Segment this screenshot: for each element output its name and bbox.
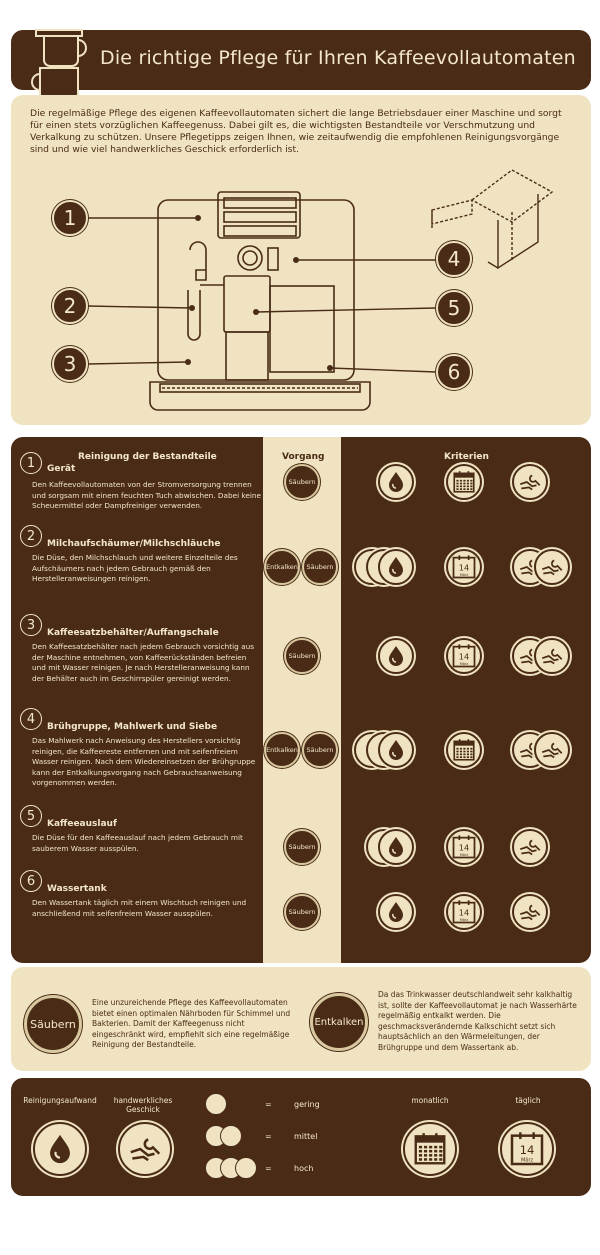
key-aufwand-label: Reinigungsaufwand bbox=[23, 1096, 97, 1105]
aufwand-icon bbox=[378, 732, 414, 768]
row-title: Milchaufschäumer/Milchschläuche bbox=[47, 539, 221, 549]
svg-text:März: März bbox=[459, 661, 469, 666]
row-description: Den Kaffeesatzbehälter nach jedem Gebrauch vorsichtig aus der Maschine entnehmen, von Kaffeerückständen befreien und mit Wasser reinigen. Je nach Herstelleranweisung kann der Behälter auch im Geschirrspüler gereinigt werden. bbox=[32, 642, 254, 683]
wrench-hand-icon bbox=[517, 834, 543, 860]
key-aufwand-icon bbox=[33, 1122, 87, 1176]
callout-1: 1 bbox=[52, 200, 88, 236]
aufwand-icon bbox=[378, 638, 414, 674]
row-description: Den Kaffeevollautomaten von der Stromversorgung trennen und sorgsam mit einem feuchten Tuch abwischen. Dabei keine Scheuermittel oder Dampfreiniger verwenden. bbox=[32, 480, 262, 510]
row-number: 3 bbox=[20, 614, 42, 636]
entkalken-badge: Entkalken bbox=[264, 549, 300, 585]
wrench-hand-icon bbox=[126, 1130, 164, 1168]
key-taeglich-icon bbox=[500, 1122, 554, 1176]
drop-icon bbox=[384, 470, 408, 494]
drop-icon bbox=[43, 1132, 77, 1166]
monatlich-icon bbox=[446, 732, 482, 768]
vorgang-column bbox=[263, 437, 341, 963]
geschick-icon bbox=[534, 549, 570, 585]
vorgang-header: Vorgang bbox=[282, 452, 325, 462]
taeglich-icon bbox=[446, 894, 482, 930]
wrench-hand-icon bbox=[539, 554, 565, 580]
key-monatlich-label: monatlich bbox=[411, 1096, 449, 1105]
level-coin bbox=[235, 1157, 257, 1179]
aufwand-icon bbox=[378, 894, 414, 930]
taeglich-icon bbox=[446, 638, 482, 674]
level-gering: gering bbox=[294, 1100, 320, 1109]
drop-icon bbox=[384, 835, 408, 859]
entkalken-badge: Entkalken bbox=[310, 993, 368, 1051]
drop-icon bbox=[384, 555, 408, 579]
row-title: Wassertank bbox=[47, 884, 107, 894]
row-title: Kaffeeauslauf bbox=[47, 819, 117, 829]
calendar-grid-icon bbox=[451, 469, 477, 495]
svg-text:März: März bbox=[459, 917, 469, 922]
row-description: Das Mahlwerk nach Anweisung des Herstellers vorsichtig reinigen, die Kaffeereste entfernen und mit seifenfreiem Wasser reinigen. Nach dem Wiedereinsetzen der Brühgruppe kann der Entkalkungsvorgang nach Gebrauchsanweisung vorgenommen werden. bbox=[32, 736, 256, 787]
saeubern-badge: Säubern bbox=[302, 732, 338, 768]
row-number: 1 bbox=[20, 452, 42, 474]
saeubern-badge: Säubern bbox=[284, 894, 320, 930]
taeglich-icon bbox=[446, 829, 482, 865]
geschick-icon bbox=[534, 732, 570, 768]
svg-text:14: 14 bbox=[458, 651, 470, 662]
callout-3: 3 bbox=[52, 346, 88, 382]
calendar-day-icon bbox=[450, 553, 478, 581]
key-geschick-icon bbox=[118, 1122, 172, 1176]
callout-5: 5 bbox=[436, 290, 472, 326]
svg-text:März: März bbox=[520, 1157, 534, 1164]
kriterien-column bbox=[341, 437, 591, 963]
calendar-day-icon bbox=[450, 833, 478, 861]
page-title: Die richtige Pflege für Ihren Kaffeevollautomaten bbox=[100, 47, 576, 69]
calendar-grid-icon bbox=[451, 737, 477, 763]
row-title: Gerät bbox=[47, 464, 76, 474]
saeubern-text: Eine unzureichende Pflege des Kaffeevollautomaten bietet einen optimalen Nährboden für Schimmel und Bakterien. Damit der Kaffeegenuss nicht eingeschränkt wird, empfiehlt sich eine regelmäßige Reinigung der Bestandteile. bbox=[92, 998, 291, 1049]
wrench-hand-icon bbox=[517, 469, 543, 495]
level-coin bbox=[220, 1125, 242, 1147]
saeubern-badge: Säubern bbox=[284, 464, 320, 500]
wrench-hand-icon bbox=[539, 643, 565, 669]
drop-icon bbox=[384, 644, 408, 668]
key-geschick-label: handwerkliches Geschick bbox=[113, 1096, 173, 1114]
svg-text:März: März bbox=[459, 852, 469, 857]
aufwand-icon bbox=[378, 829, 414, 865]
level-coin bbox=[205, 1093, 227, 1115]
key-taeglich-label: täglich bbox=[515, 1096, 541, 1105]
row-title: Kaffeesatzbehälter/Auffangschale bbox=[47, 628, 219, 638]
saeubern-badge: Säubern bbox=[24, 995, 82, 1053]
svg-text:14: 14 bbox=[458, 842, 470, 853]
geschick-icon bbox=[512, 894, 548, 930]
intro-text: Die regelmäßige Pflege des eigenen Kaffeevollautomaten sichert die lange Betriebsdauer einer Maschine und sorgt für einen stets vorzüglichen Kaffeegenuss. Dabei gilt es, die wichtigsten Bestandteile vor Verschmutzung und Verkalkung zu schützen. Unsere Pflegetipps zeigen Ihnen, wie zeitaufwendig die empfohlenen Reinigungsvorgänge sind und wie viel handwerkliches Geschick erforderlich ist. bbox=[30, 108, 562, 155]
saeubern-badge: Säubern bbox=[284, 638, 320, 674]
eq-sign: = bbox=[265, 1100, 272, 1109]
key-monatlich-icon bbox=[403, 1122, 457, 1176]
level-mittel: mittel bbox=[294, 1132, 318, 1141]
drop-icon bbox=[384, 738, 408, 762]
row-number: 4 bbox=[20, 708, 42, 730]
geschick-icon bbox=[512, 829, 548, 865]
geschick-icon bbox=[534, 638, 570, 674]
eq-sign: = bbox=[265, 1132, 272, 1141]
callout-4: 4 bbox=[436, 241, 472, 277]
row-description: Den Wassertank täglich mit einem Wischtuch reinigen und anschließend mit seifenfreiem Wasser ausspülen. bbox=[32, 898, 247, 918]
parts-header: Reinigung der Bestandteile bbox=[78, 452, 217, 462]
svg-text:14: 14 bbox=[519, 1143, 535, 1157]
svg-text:14: 14 bbox=[458, 562, 470, 573]
aufwand-icon bbox=[378, 549, 414, 585]
calendar-grid-icon bbox=[411, 1130, 449, 1168]
calendar-day-icon bbox=[507, 1129, 547, 1169]
saeubern-badge: Säubern bbox=[284, 829, 320, 865]
level-hoch: hoch bbox=[294, 1164, 314, 1173]
wrench-hand-icon bbox=[539, 737, 565, 763]
taeglich-icon bbox=[446, 549, 482, 585]
callout-6: 6 bbox=[436, 354, 472, 390]
row-number: 2 bbox=[20, 525, 42, 547]
calendar-day-icon bbox=[450, 898, 478, 926]
callout-2: 2 bbox=[52, 288, 88, 324]
row-number: 5 bbox=[20, 805, 42, 827]
wrench-hand-icon bbox=[517, 899, 543, 925]
calendar-day-icon bbox=[450, 642, 478, 670]
entkalken-text: Da das Trinkwasser deutschlandweit sehr kalkhaltig ist, sollte der Kaffeevollautomat je nach Wasserhärte regelmäßig entkalkt werden. Die geschmacksverändernde Kalkschicht setzt sich hauptsächlich an den Wärmeleitungen, der Brühgruppe und dem Wassertank ab. bbox=[378, 990, 577, 1052]
row-number: 6 bbox=[20, 870, 42, 892]
entkalken-badge: Entkalken bbox=[264, 732, 300, 768]
svg-text:14: 14 bbox=[458, 907, 470, 918]
row-description: Die Düse für den Kaffeeauslauf nach jedem Gebrauch mit sauberem Wasser ausspülen. bbox=[32, 833, 243, 853]
drop-icon bbox=[384, 900, 408, 924]
row-description: Die Düse, den Milchschlauch und weitere Einzelteile des Aufschäumers nach jedem Gebrauch gemäß den Herstelleranweisungen reinigen. bbox=[32, 553, 238, 583]
aufwand-icon bbox=[378, 464, 414, 500]
kriterien-header: Kriterien bbox=[444, 452, 489, 462]
geschick-icon bbox=[512, 464, 548, 500]
row-title: Brühgruppe, Mahlwerk und Siebe bbox=[47, 722, 218, 732]
eq-sign: = bbox=[265, 1164, 272, 1173]
saeubern-badge: Säubern bbox=[302, 549, 338, 585]
svg-text:März: März bbox=[459, 572, 469, 577]
monatlich-icon bbox=[446, 464, 482, 500]
